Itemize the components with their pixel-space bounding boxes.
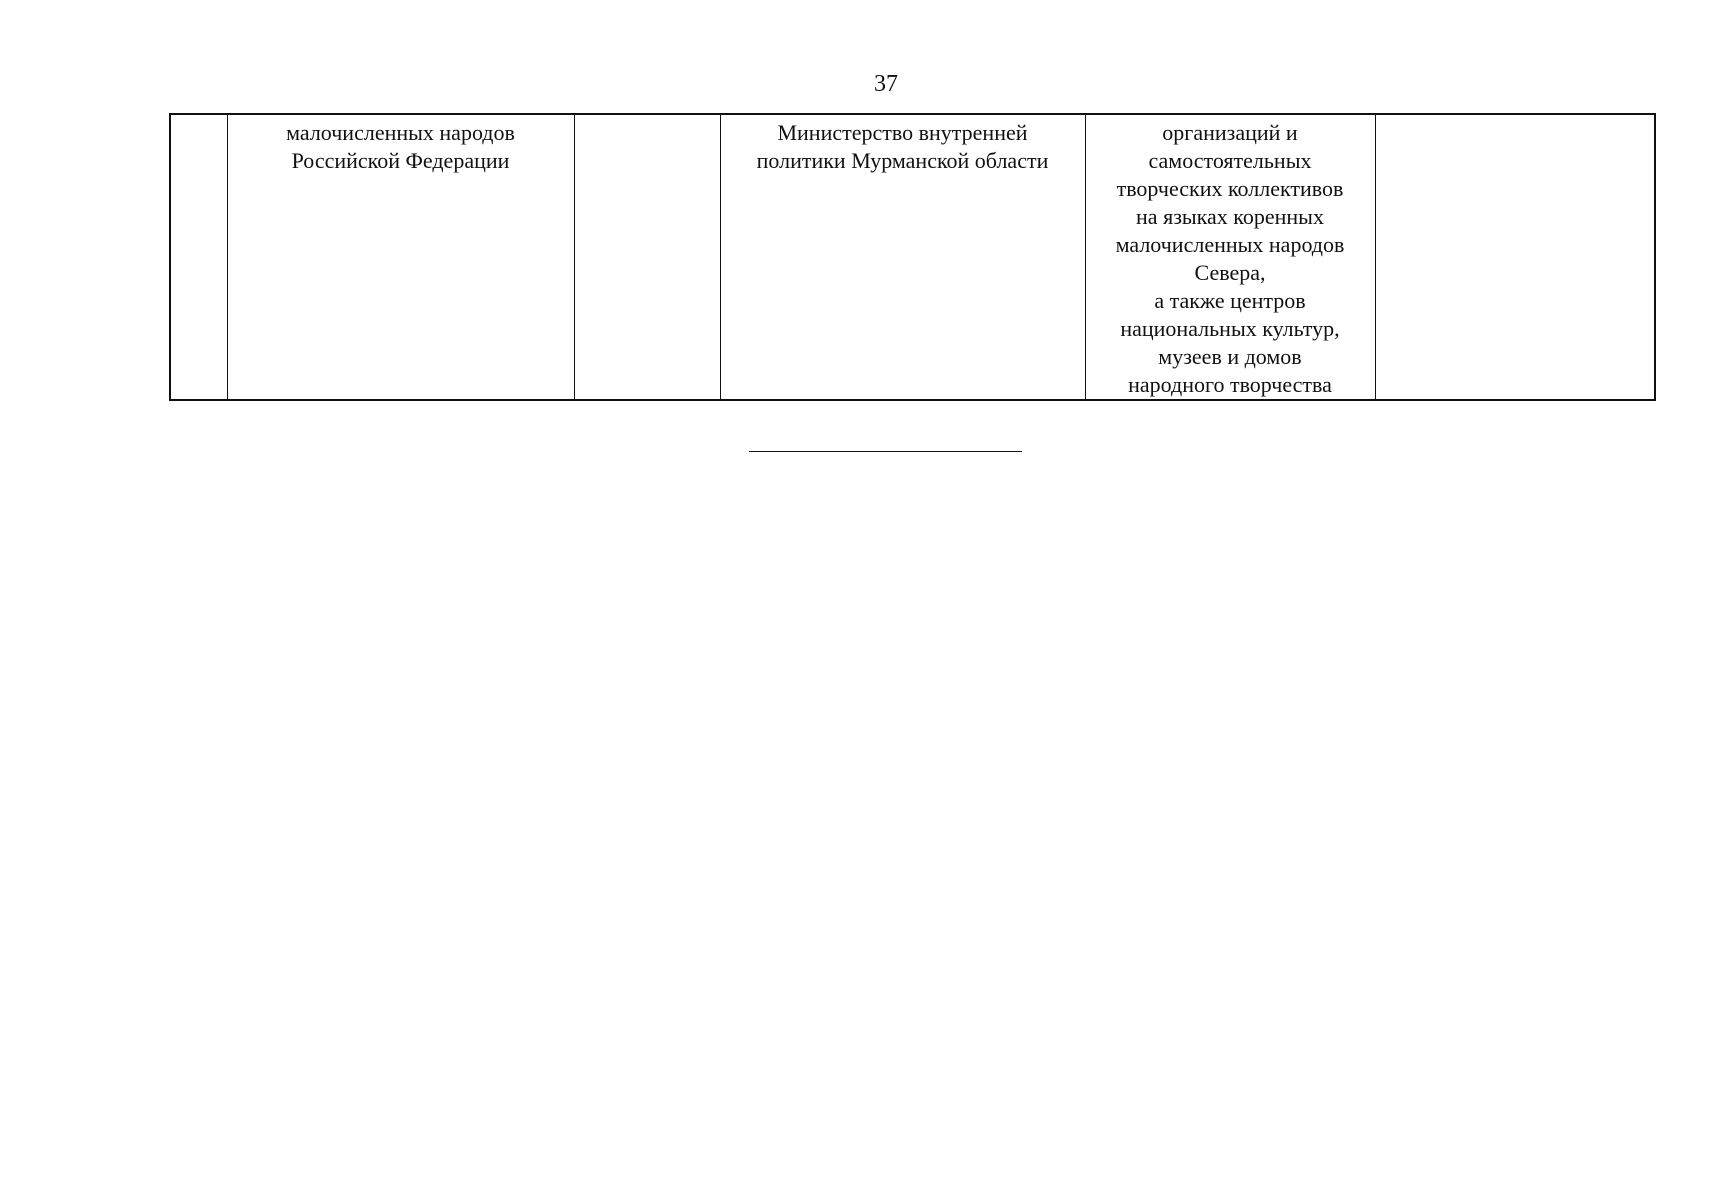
cell-line: народного творчества xyxy=(1128,372,1332,397)
table-cell-number xyxy=(170,114,227,400)
cell-line: национальных культур, xyxy=(1120,316,1340,341)
cell-line: политики Мурманской области xyxy=(756,148,1049,173)
cell-line: а также центров xyxy=(1154,288,1306,313)
table-cell-result xyxy=(1375,114,1655,400)
cell-line: малочисленных народов xyxy=(286,120,515,145)
cell-line: музеев и домов xyxy=(1158,344,1302,369)
end-of-document-rule xyxy=(749,451,1022,452)
cell-line: Севера, xyxy=(1194,260,1266,285)
cell-line: творческих коллективов xyxy=(1116,176,1344,201)
table-cell-name xyxy=(227,114,574,400)
page-number: 37 xyxy=(874,71,898,97)
table-cell-executor xyxy=(720,114,1085,400)
cell-line: организаций и xyxy=(1162,120,1298,145)
cell-line: малочисленных народов xyxy=(1115,232,1345,257)
document-table xyxy=(169,113,1656,401)
cell-line: самостоятельных xyxy=(1148,148,1312,173)
table-row xyxy=(170,114,1655,400)
table-cell-term xyxy=(574,114,720,400)
cell-line: на языках коренных xyxy=(1136,204,1324,229)
cell-line: Министерство внутренней xyxy=(777,120,1028,145)
cell-line: Российской Федерации xyxy=(291,148,510,173)
table-cell-description xyxy=(1085,114,1375,400)
